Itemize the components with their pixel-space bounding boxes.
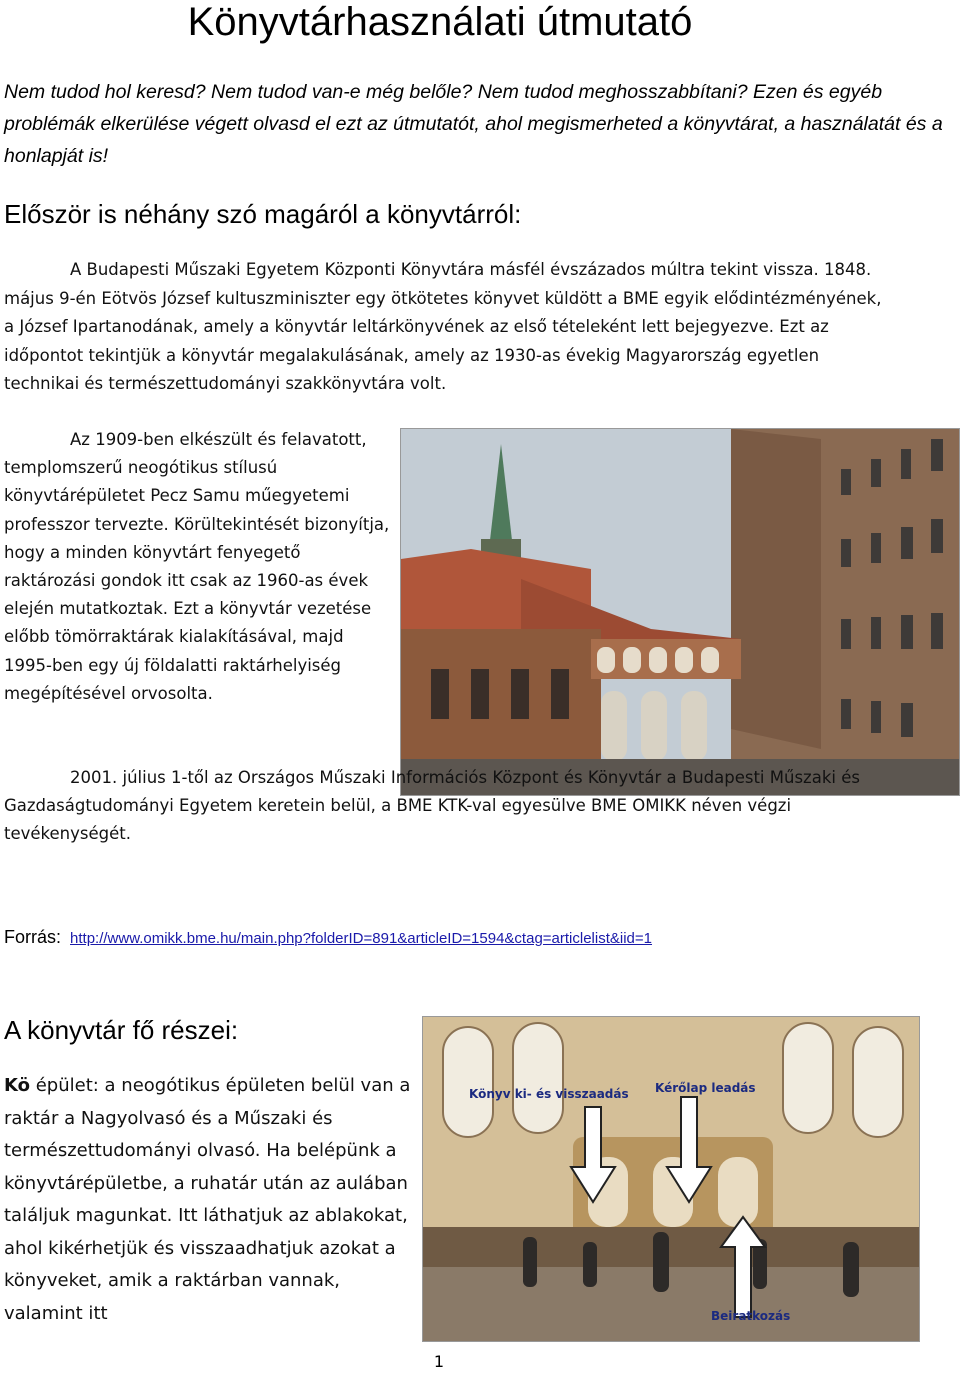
campus-building-photo: [400, 428, 960, 796]
hall-photo-drawing: [423, 1017, 919, 1341]
hall-label-request: Kérőlap leadás: [655, 1081, 756, 1095]
building-text: Az 1909-ben elkészült és felavatott, templomszerű neogótikus stílusú könyvtárépületet Pecz Samu műegyetemi professzor tervezte. Körültekintését bizonyítja, hogy a minden könyvtárt fenyegető raktározási gondok itt csak az 1960-as évek elején mutatkoztak. Ezt a könyvtár vezetése előbb tömörraktárak kialakításával, majd 1995-ben egy új földalatti raktárhelyiség megépítésével orvosolta.: [4, 430, 390, 703]
ko-building-paragraph: [4, 1070, 416, 1330]
hall-label-register: Beiratkozás: [711, 1309, 791, 1323]
library-hall-photo: [422, 1016, 920, 1342]
history-paragraph: [4, 256, 894, 399]
omikk-paragraph: [4, 764, 904, 849]
ko-building-text: épület: a neogótikus épületen belül van a raktár a Nagyolvasó és a Műszaki és természettudományi olvasó. Ha belépünk a könyvtárépületbe, a ruhatár után az aulában találjuk magunkat. Itt láthatjuk az ablakokat, ahol kikérhetjük és visszaadhatjuk azokat a könyveket, amik a raktárban vannak, valamint itt: [4, 1075, 411, 1324]
intro-paragraph: Nem tudod hol keresd? Nem tudod van-e még belőle? Nem tudod meghosszabbítani? Ezen és egyéb problémák elkerülése végett olvasd el ezt az útmutatót, ahol megismerheted a könyvtárat, a használatát és a honlapját is!: [4, 81, 943, 167]
source-line: [4, 924, 652, 952]
ko-building-bold: Kö: [4, 1075, 30, 1096]
page-number: 1: [433, 1352, 445, 1371]
hall-label-return: Könyv ki- és visszaadás: [469, 1087, 629, 1101]
source-link[interactable]: http://www.omikk.bme.hu/main.php?folderID=891&articleID=1594&ctag=articlelist&iid=1: [70, 930, 653, 947]
campus-photo-drawing: [401, 429, 959, 795]
history-text: A Budapesti Műszaki Egyetem Központi Könyvtára másfél évszázados múltra tekint vissza. 1848. május 9-én Eötvös József kultuszminiszter egy ötkötetes könyvet küldött a BME egyik elődintézményének, a József Ipartanodának, amely a könyvtár leltárkönyvének az első tételeként lett bejegyezve. Ezt az időpontot tekintjük a könyvtár megalakulásának, amely az 1930-as évekig Magyarország egyetlen technikai és természettudományi szakkönyvtára volt.: [4, 260, 882, 393]
source-label: Forrás:: [4, 927, 62, 947]
omikk-text: 2001. július 1-től az Országos Műszaki Információs Központ és Könyvtár a Budapesti Műszaki és Gazdaságtudományi Egyetem keretein belül, a BME KTK-val egyesülve BME OMIKK néven végzi tevékenységét.: [4, 768, 860, 844]
building-paragraph: [4, 426, 394, 708]
section-heading-parts: A könyvtár fő részei:: [4, 1015, 239, 1045]
section-heading-about: Először is néhány szó magáról a könyvtárról:: [4, 199, 522, 229]
document-title: Könyvtárhasználati útmutató: [187, 0, 693, 44]
